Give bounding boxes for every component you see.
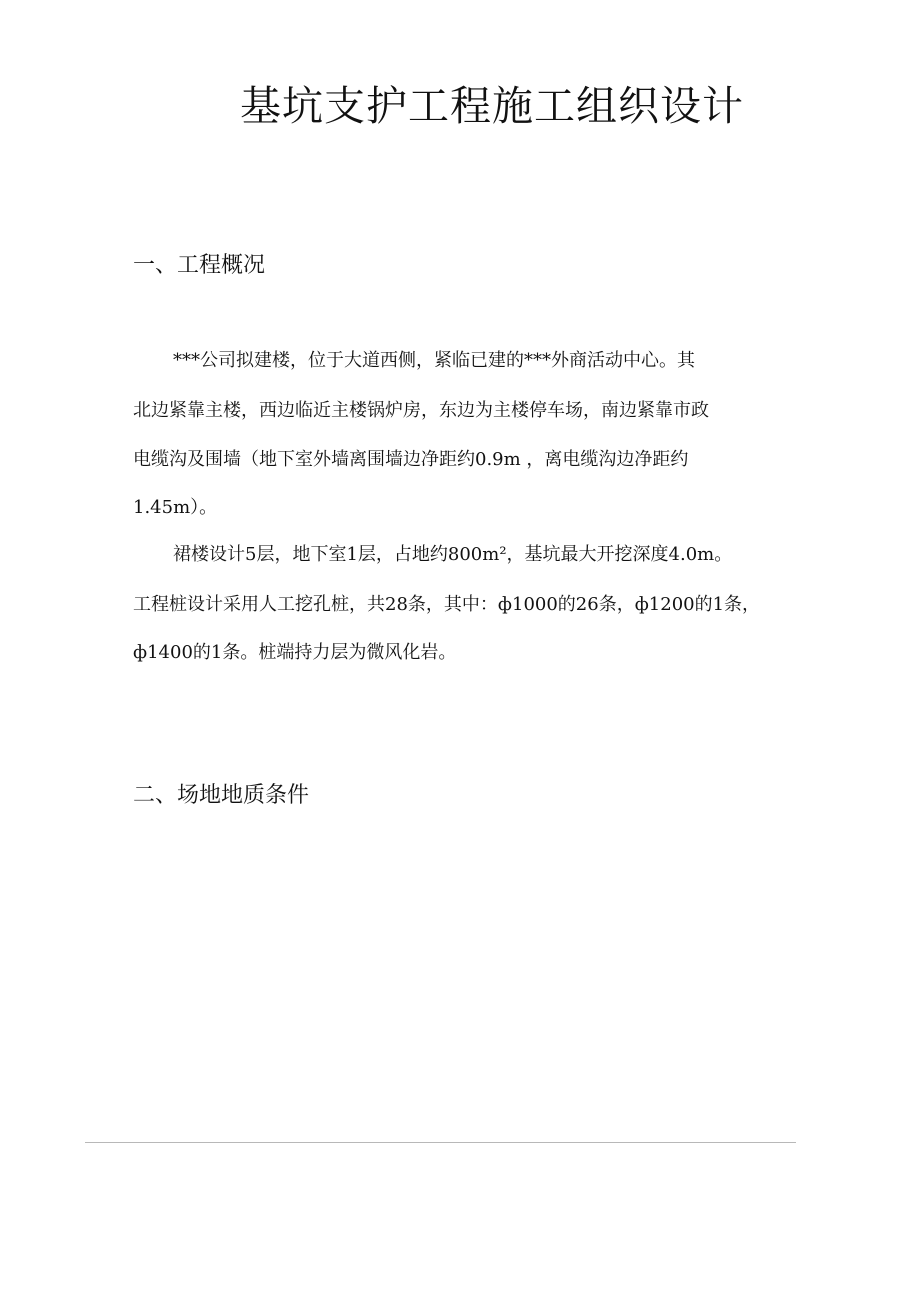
document-title: 基坑支护工程施工组织设计: [240, 82, 744, 130]
paragraph-line: 工程桩设计采用人工挖孔桩，共28条，其中：ф1000的26条，ф1200的1条，: [133, 594, 761, 615]
section-heading-overview: 一、工程概况: [133, 253, 266, 278]
paragraph-line: 北边紧靠主楼，西边临近主楼锅炉房，东边为主楼停车场，南边紧靠市政: [133, 400, 709, 421]
paragraph-line: ***公司拟建楼，位于大道西侧，紧临已建的***外商活动中心。其: [173, 350, 695, 371]
paragraph-line: 电缆沟及围墙（地下室外墙离围墙边净距约0.9m ，离电缆沟边净距约: [133, 449, 689, 470]
footer-divider: [85, 1142, 796, 1143]
paragraph-line: 裙楼设计5层，地下室1层，占地约800m²，基坑最大开挖深度4.0m。: [173, 544, 733, 565]
paragraph-line: 1.45m）。: [133, 497, 218, 518]
paragraph-line: ф1400的1条。桩端持力层为微风化岩。: [133, 642, 457, 663]
section-heading-geology: 二、场地地质条件: [133, 783, 310, 808]
